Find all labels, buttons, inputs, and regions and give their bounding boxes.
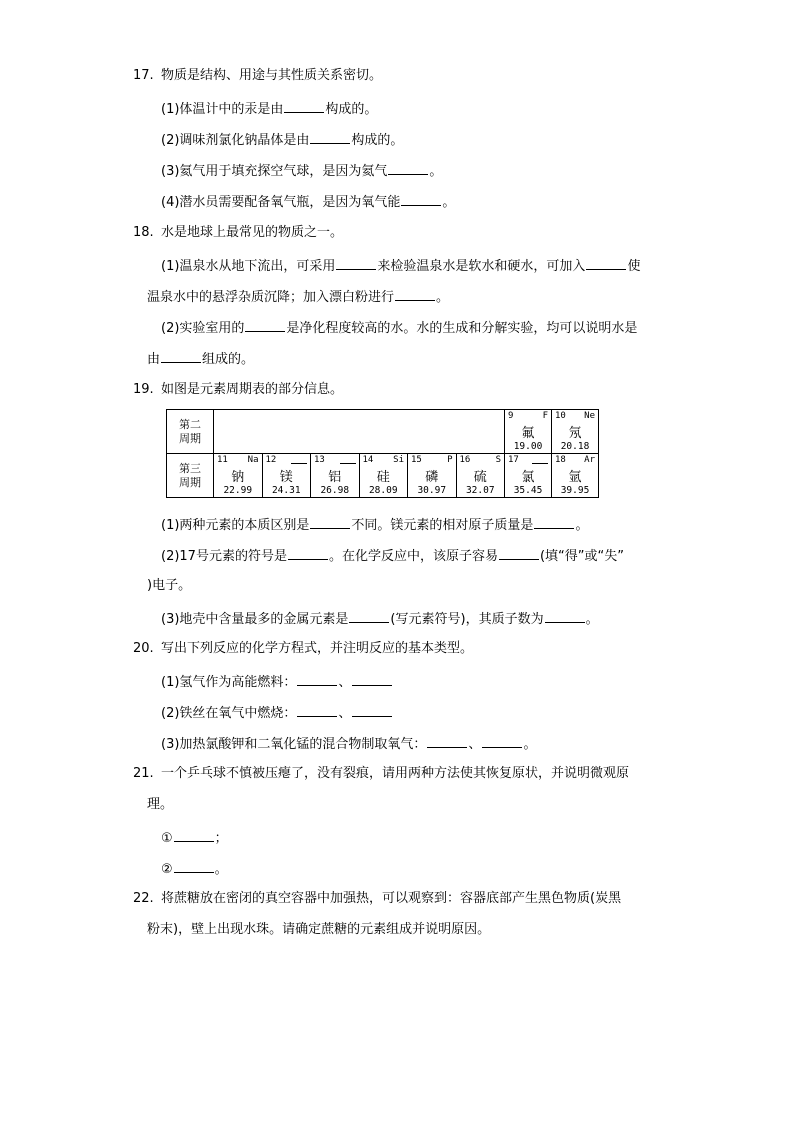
answer-blank[interactable] bbox=[499, 547, 539, 560]
question-19-part-2: (2)17号元素的符号是 。在化学反应中，该原子容易 (填“得”或“失” bbox=[161, 549, 624, 564]
answer-blank[interactable] bbox=[427, 735, 467, 748]
question-18-part-1: (1)温泉水从地下流出，可采用 来检验温泉水是软水和硬水，可加入 使 bbox=[161, 259, 641, 274]
question-18-stem: 水是地球上最常见的物质之一。 bbox=[161, 225, 344, 240]
answer-blank[interactable] bbox=[395, 288, 435, 301]
answer-blank[interactable] bbox=[310, 131, 350, 144]
period-2-label: 第二 周期 bbox=[167, 410, 214, 454]
answer-blank[interactable] bbox=[297, 704, 337, 717]
answer-blank[interactable] bbox=[534, 516, 574, 529]
question-18-part-2: (2)实验室用的 是净化程度较高的水。水的生成和分解实验，均可以说明水是 bbox=[161, 321, 638, 336]
answer-blank[interactable] bbox=[284, 100, 324, 113]
question-21-answer-2: ② 。 bbox=[161, 862, 228, 877]
answer-blank[interactable] bbox=[349, 610, 389, 623]
question-20-part-1: (1)氢气作为高能燃料： 、 bbox=[161, 673, 393, 691]
question-19-part-1: (1)两种元素的本质区别是 不同。镁元素的相对原子质量是 。 bbox=[161, 518, 589, 533]
period-3-label: 第三 周期 bbox=[167, 454, 214, 498]
question-18-part-2-cont: 由 组成的。 bbox=[147, 352, 255, 367]
answer-blank[interactable] bbox=[174, 860, 214, 873]
symbol-blank[interactable] bbox=[532, 455, 548, 464]
question-21-stem-cont: 理。 bbox=[147, 797, 174, 812]
answer-blank[interactable] bbox=[336, 257, 376, 270]
question-21-answer-1: ① ； bbox=[161, 831, 228, 846]
question-20-stem: 写出下列反应的化学方程式，并注明反应的基本类型。 bbox=[161, 641, 474, 656]
question-number-19: 19. bbox=[133, 382, 154, 397]
answer-blank[interactable] bbox=[288, 547, 328, 560]
question-22-stem-cont: 粉末)，壁上出现水珠。请确定蔗糖的元素组成并说明原因。 bbox=[147, 922, 491, 937]
answer-blank[interactable] bbox=[297, 673, 337, 686]
answer-blank[interactable] bbox=[401, 193, 441, 206]
question-number-17: 17. bbox=[133, 68, 154, 83]
question-17-part-2: (2)调味剂氯化钠晶体是由 构成的。 bbox=[161, 133, 404, 148]
element-cell-cl: 17 氯 35.45 bbox=[505, 454, 552, 498]
question-20-part-2: (2)铁丝在氧气中燃烧： 、 bbox=[161, 704, 393, 722]
question-17-part-3: (3)氦气用于填充探空气球，是因为氦气 。 bbox=[161, 164, 443, 179]
answer-blank[interactable] bbox=[586, 257, 626, 270]
answer-blank[interactable] bbox=[388, 162, 428, 175]
question-19-stem: 如图是元素周期表的部分信息。 bbox=[161, 382, 344, 397]
question-17-stem: 物质是结构、用途与其性质关系密切。 bbox=[161, 68, 383, 83]
question-17-part-1: (1)体温计中的汞是由 构成的。 bbox=[161, 102, 378, 117]
question-number-21: 21. bbox=[133, 766, 154, 781]
question-number-20: 20. bbox=[133, 641, 154, 656]
answer-blank[interactable] bbox=[545, 610, 585, 623]
question-number-22: 22. bbox=[133, 891, 154, 906]
element-cell-s: 16 S 硫 32.07 bbox=[456, 454, 505, 498]
question-22-stem: 将蔗糖放在密闭的真空容器中加强热，可以观察到：容器底部产生黑色物质(炭黑 bbox=[161, 891, 622, 906]
question-21-stem: 一个乒乓球不慎被压瘪了，没有裂痕，请用两种方法使其恢复原状，并说明微观原 bbox=[161, 766, 630, 781]
symbol-blank[interactable] bbox=[291, 455, 307, 464]
answer-blank[interactable] bbox=[352, 673, 392, 686]
element-cell-mg: 12 镁 24.31 bbox=[262, 454, 311, 498]
question-number-18: 18. bbox=[133, 225, 154, 240]
answer-blank[interactable] bbox=[352, 704, 392, 717]
question-18-part-1-cont: 温泉水中的悬浮杂质沉降；加入漂白粉进行 。 bbox=[147, 290, 450, 305]
period-3-row bbox=[167, 454, 599, 498]
element-cell-ne: 10 Ne 氖 20.18 bbox=[552, 410, 599, 454]
empty-span bbox=[214, 410, 505, 454]
element-cell-ar: 18 Ar 氩 39.95 bbox=[552, 454, 599, 498]
answer-blank[interactable] bbox=[245, 319, 285, 332]
answer-blank[interactable] bbox=[161, 350, 201, 363]
question-17-part-4: (4)潜水员需要配备氧气瓶，是因为氧气能 。 bbox=[161, 195, 456, 210]
element-cell-f: 9 F 氟 19.00 bbox=[505, 410, 552, 454]
period-2-row bbox=[167, 410, 599, 454]
question-20-part-3: (3)加热氯酸钾和二氧化锰的混合物制取氧气： 、 。 bbox=[161, 737, 537, 752]
symbol-blank[interactable] bbox=[340, 455, 356, 464]
answer-blank[interactable] bbox=[482, 735, 522, 748]
answer-blank[interactable] bbox=[174, 829, 214, 842]
question-19-part-3: (3)地壳中含量最多的金属元素是 (写元素符号)，其质子数为 。 bbox=[161, 612, 599, 627]
periodic-table bbox=[166, 409, 599, 498]
element-cell-si: 14 Si 硅 28.09 bbox=[359, 454, 408, 498]
answer-blank[interactable] bbox=[310, 516, 350, 529]
element-cell-al: 13 铝 26.98 bbox=[311, 454, 360, 498]
element-cell-na: 11 Na 钠 22.99 bbox=[214, 454, 263, 498]
element-cell-p: 15 P 磷 30.97 bbox=[408, 454, 457, 498]
question-19-part-2-cont: )电子。 bbox=[147, 578, 192, 593]
